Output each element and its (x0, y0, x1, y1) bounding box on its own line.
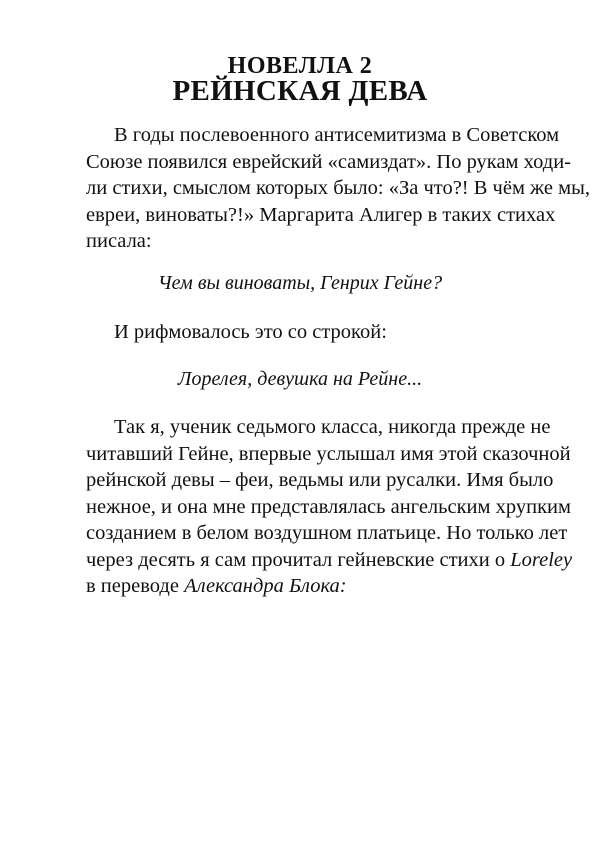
paragraph-1 (86, 122, 591, 255)
paragraph-2: И рифмовалось это со строкой: (114, 321, 387, 343)
paragraph-3-line: Так я, ученик седьмого класса, никогда прежде не (114, 416, 551, 438)
translator-name: Александра Блока: (184, 575, 347, 597)
paragraph-3-line: через десять я сам прочитал гейневские стихи о (86, 548, 506, 571)
paragraph-1-line: В годы послевоенного антисемитизма в Советском (114, 124, 560, 146)
paragraph-3-line-with-term (86, 547, 573, 574)
paragraph-3-line: нежное, и она мне представлялась ангельским хрупким (86, 495, 571, 518)
paragraph-1-line: писала: (86, 230, 152, 252)
paragraph-1-line: евреи, виноваты?!» Маргарита Алигер в таких стихах (86, 203, 556, 226)
paragraph-1-line: Союзе появился еврейский «самиздат». По рукам ходи- (86, 150, 572, 173)
paragraph-1-line: ли стихи, смыслом которых было: «За что?! В чём же мы, (86, 177, 591, 199)
verse-quote-1: Чем вы виноваты, Генрих Гейне? (157, 272, 443, 294)
loreley-term: Loreley (510, 548, 573, 571)
paragraph-3-line: созданием в белом воздушном платьице. Но только лет (86, 522, 568, 544)
paragraph-3-line: читавший Гейне, впервые услышал имя этой сказочной (86, 442, 571, 465)
chapter-number: НОВЕЛЛА 2 (227, 53, 373, 79)
translation-prefix: в переводе (86, 575, 179, 597)
chapter-title: РЕЙНСКАЯ ДЕВА (172, 75, 428, 107)
paragraph-3-line: рейнской девы – феи, ведьмы или русалки. Имя было (86, 469, 554, 491)
verse-quote-2: Лорелея, девушка на Рейне... (177, 368, 423, 390)
paragraph-3 (86, 414, 573, 600)
paragraph-3-last-line (86, 573, 518, 600)
